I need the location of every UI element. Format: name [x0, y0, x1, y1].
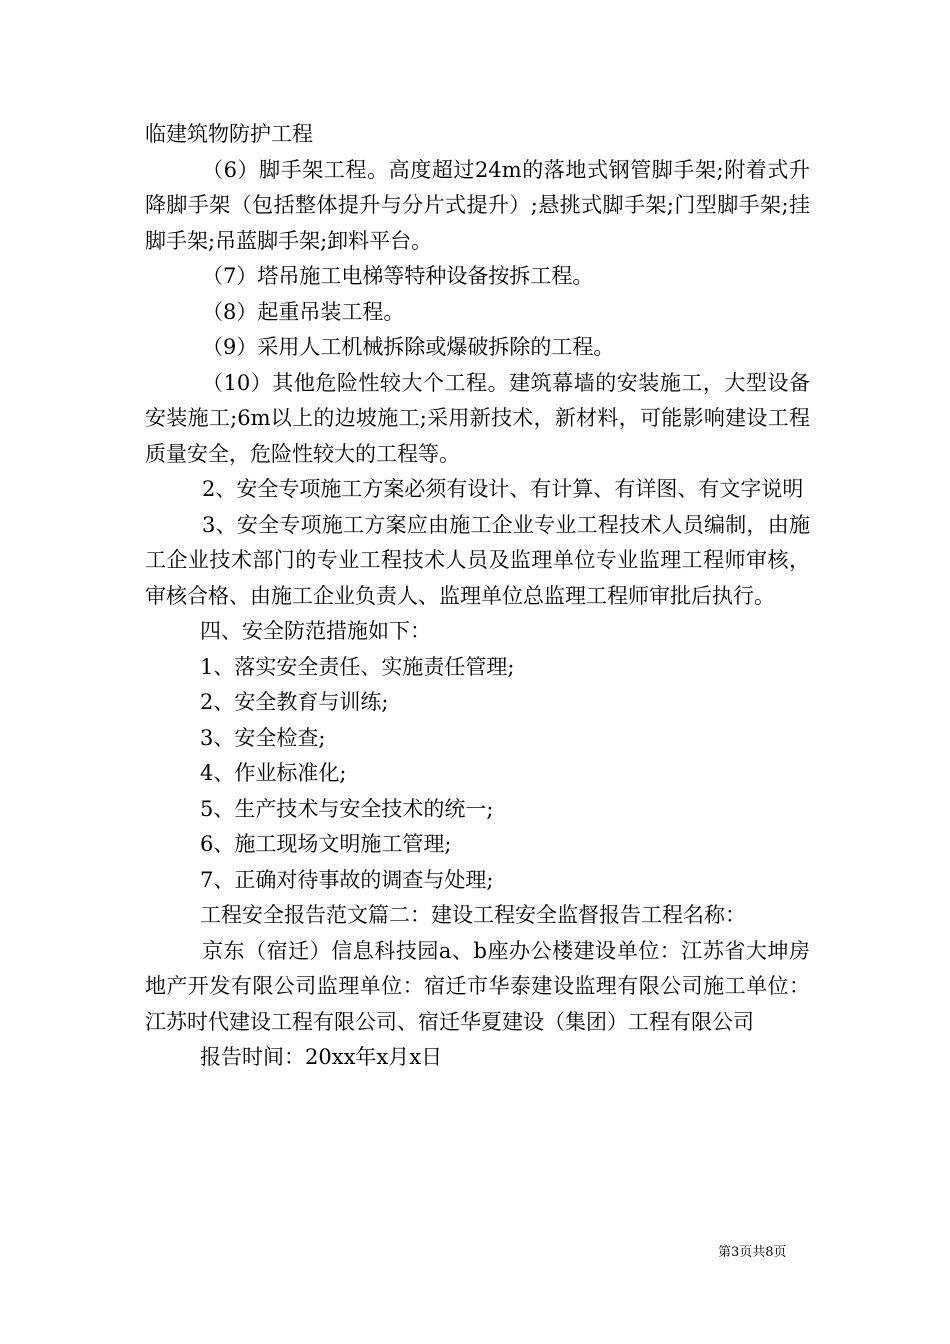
- paragraph-continuation: 临建筑物防护工程: [145, 122, 313, 146]
- list-item: 6、施工现场文明施工管理;: [200, 832, 452, 856]
- list-item: 7、正确对待事故的调查与处理;: [200, 867, 494, 892]
- paragraph-section-2: 2、安全专项施工方案必须有设计、有计算、有详图、有文字说明: [202, 477, 804, 501]
- paragraph-item-9: （9）采用人工机械拆除或爆破拆除的工程。: [202, 335, 615, 359]
- list-item: 2、安全教育与训练;: [200, 690, 389, 714]
- paragraph-section-3: 3、安全专项施工方案应由施工企业专业工程技术人员编制，由施工企业技术部门的专业工程技术人员及监理单位专业监理工程师审核，审核合格、由施工企业负责人、监理单位总监理工程师审批后执行。: [145, 512, 810, 608]
- list-item: 1、落实安全责任、实施责任管理;: [200, 654, 515, 679]
- section-heading-4: 四、安全防范措施如下：: [200, 619, 431, 643]
- paragraph-item-7: （7）塔吊施工电梯等特种设备按拆工程。: [202, 264, 594, 288]
- list-item: 3、安全检查;: [200, 725, 326, 750]
- paragraph-item-10: （10）其他危险性较大个工程。建筑幕墙的安装施工，大型设备安装施工;6m以上的边坡施工;采用新技术，新材料，可能影响建设工程质量安全，危险性较大的工程等。: [145, 370, 810, 466]
- list-item: 4、作业标准化;: [200, 761, 347, 785]
- paragraph-item-8: （8）起重吊装工程。: [202, 299, 405, 324]
- document-body: [145, 117, 810, 1076]
- article-title-part-2: 工程安全报告范文篇二：建设工程安全监督报告工程名称：: [200, 903, 746, 927]
- list-item: 5、生产技术与安全技术的统一;: [200, 796, 494, 821]
- page-number: 第3页共8页: [718, 1245, 787, 1260]
- project-info-paragraph: 京东（宿迁）信息科技园a、b座办公楼建设单位：江苏省大坤房地产开发有限公司监理单位：宿迁市华泰建设监理有限公司施工单位：江苏时代建设工程有限公司、宿迁华夏建设（集团）工程有限公司: [145, 938, 810, 1034]
- paragraph-item-6: （6）脚手架工程。高度超过24m的落地式钢管脚手架;附着式升降脚手架（包括整体提升与分片式提升）;悬挑式脚手架;门型脚手架;挂脚手架;吊蓝脚手架;卸料平台。: [145, 157, 810, 253]
- report-date: 报告时间：20xx年x月x日: [200, 1045, 443, 1069]
